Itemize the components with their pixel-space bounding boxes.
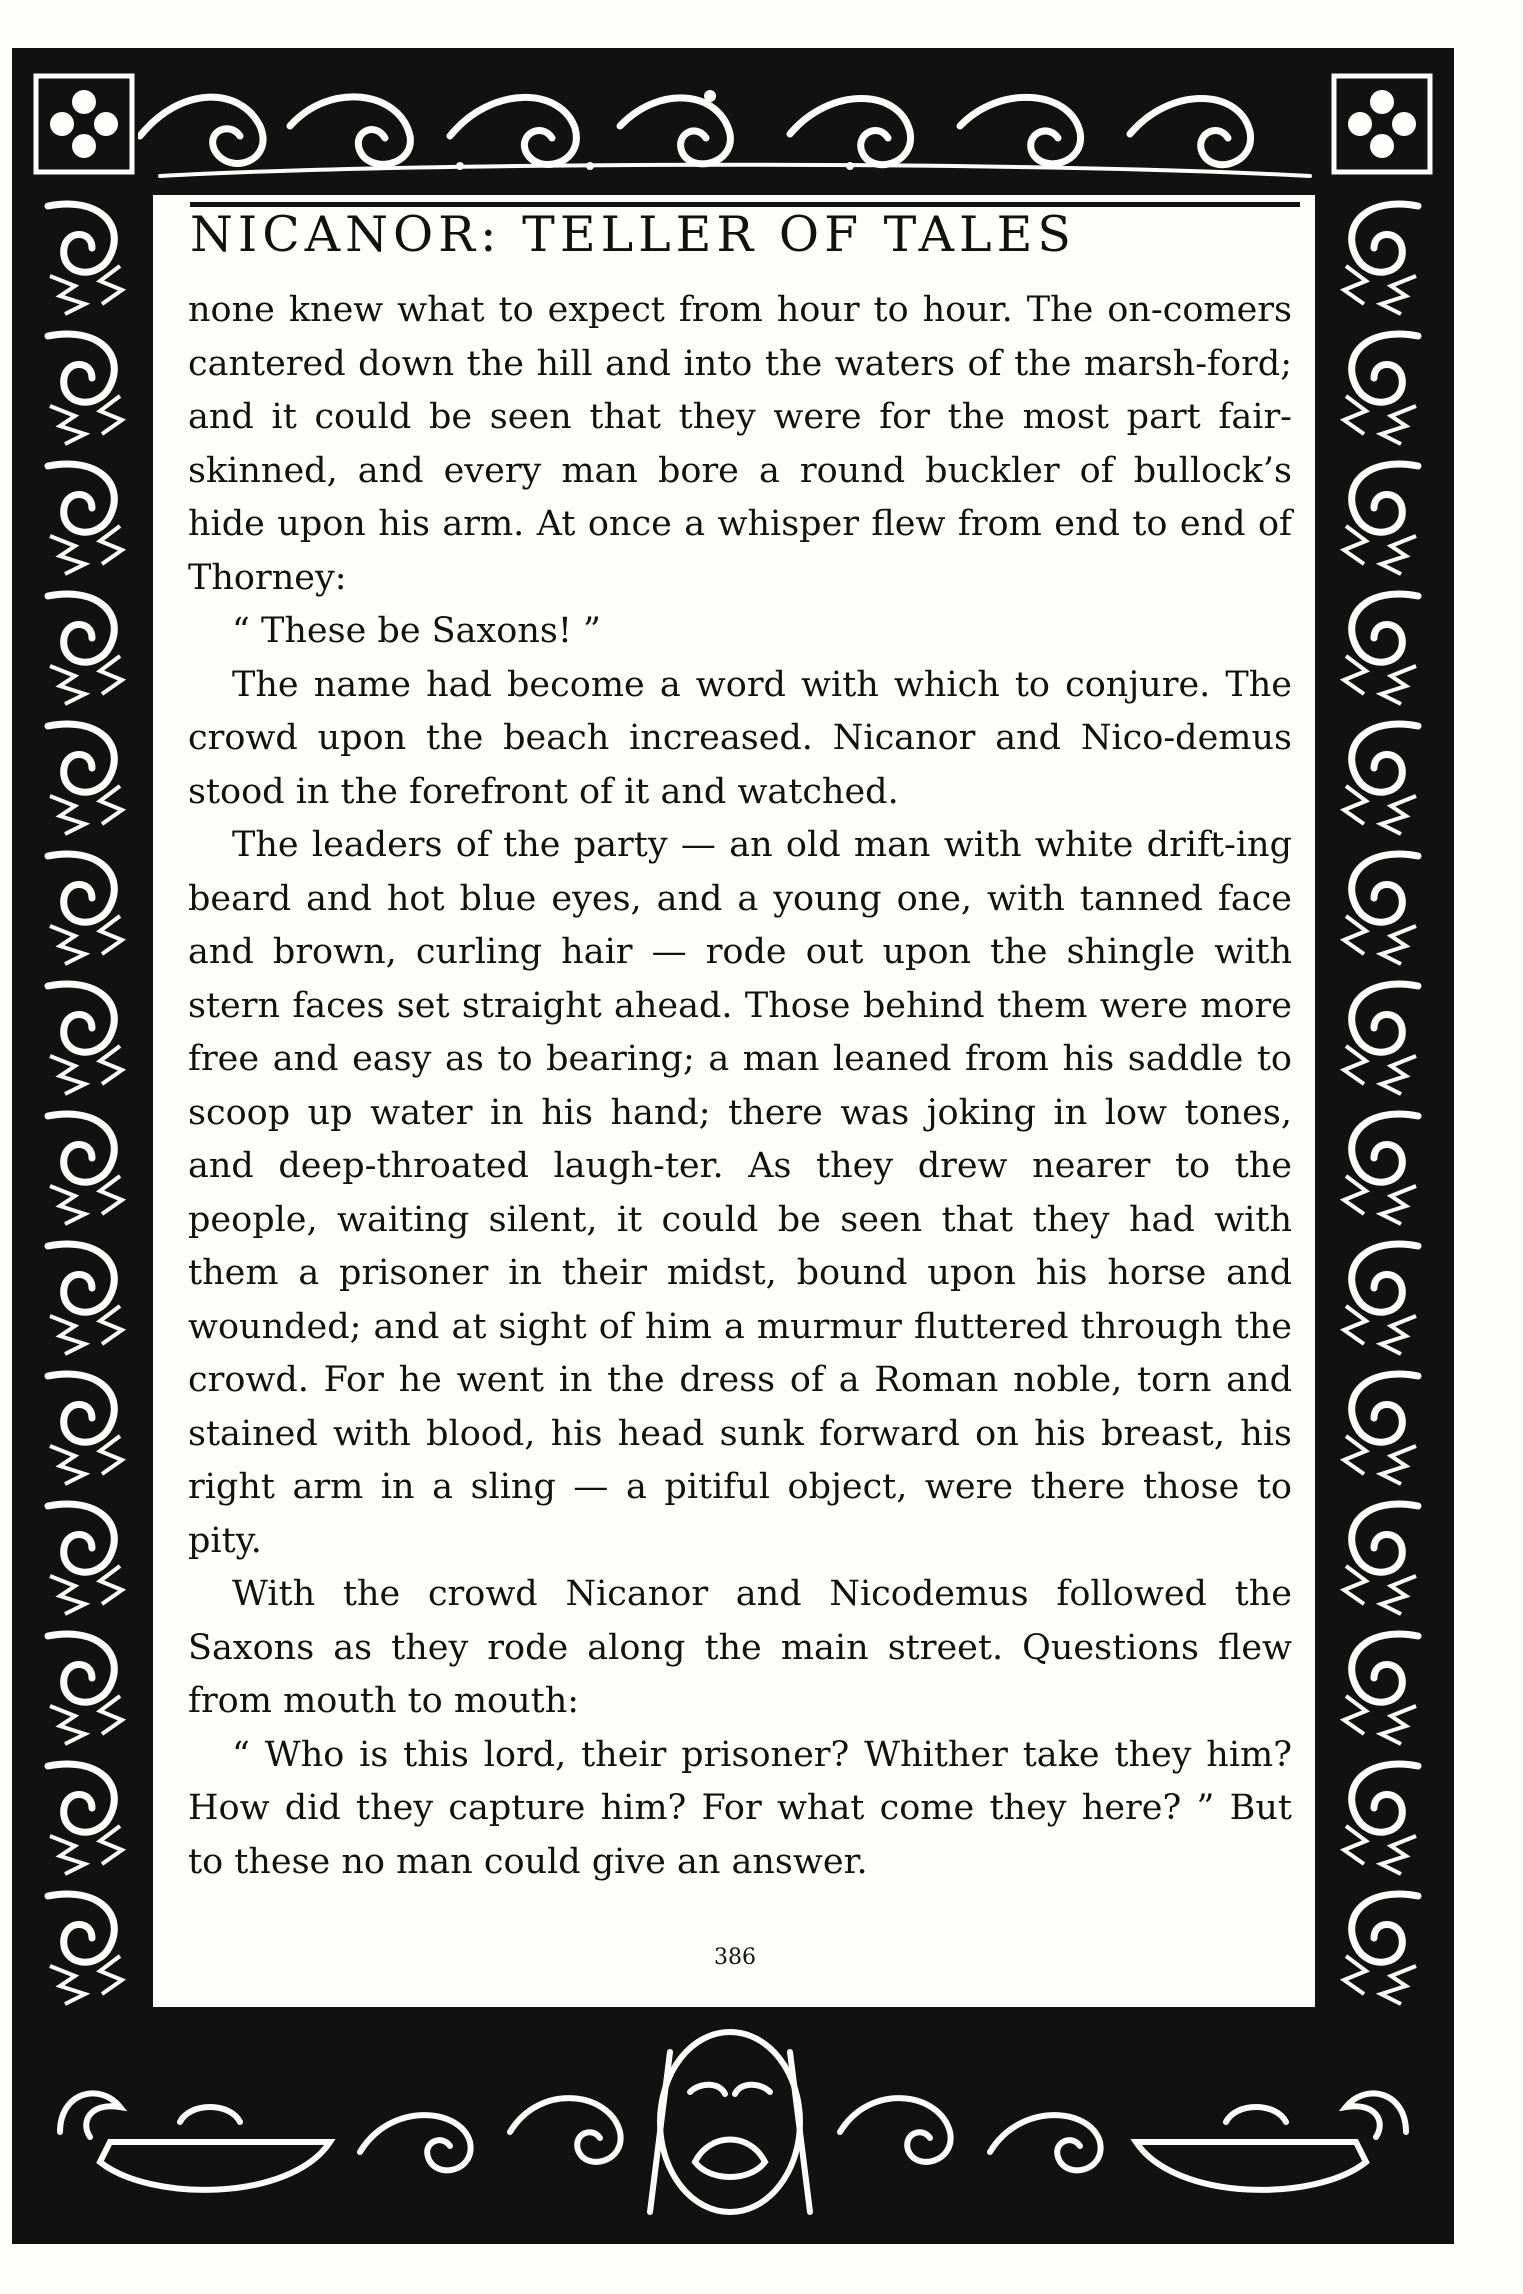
paragraph: none knew what to expect from hour to hour. The on-comers cantered down the hill and into the waters of the marsh-ford; and it could be seen that they were for the most part fair-skinned, and every man bore a round buckler of bullock’s hide upon his arm. At once a whisper flew from end to end of Thorney: xyxy=(188,290,1292,598)
acanthus-leaf-ornament-icon xyxy=(30,186,142,2016)
body-text xyxy=(188,284,1292,1889)
paragraph: The leaders of the party — an old man with white drift-ing beard and hot blue eyes, and a young one, with tanned face and brown, curling hair — rode out upon the shingle with stern faces set straight ahead. Those behind them were more free and easy as to bearing; a man leaned from his saddle to scoop up water in his hand; there was joking in low tones, and deep-throated laugh-ter. As they drew nearer to the people, waiting silent, it could be seen that they had with them a prisoner in their midst, bound upon his horse and wounded; and at sight of him a murmur fluttered through the crowd. For he went in the dress of a Roman noble, torn and stained with blood, his head sunk forward on his breast, his right arm in a sling — a pitiful object, were there those to pity. xyxy=(188,825,1292,1561)
flower-rosette-icon xyxy=(30,70,138,178)
paragraph: “ These be Saxons! ” xyxy=(232,611,601,651)
page-number: 386 xyxy=(714,1945,756,1970)
running-title: NICANOR: TELLER OF TALES xyxy=(190,206,1076,263)
scroll-vine-ornament-icon xyxy=(30,66,1436,192)
theatre-mask-and-lamps-ornament-icon xyxy=(30,2012,1436,2226)
page-header xyxy=(190,200,1300,270)
acanthus-leaf-ornament-icon xyxy=(1324,186,1436,2016)
paragraph: The name had become a word with which to conjure. The crowd upon the beach increased. Nicanor and Nico-demus stood in the forefront of it and watched. xyxy=(188,664,1292,812)
paragraph: “ Who is this lord, their prisoner? Whither take they him? How did they capture him? For what come they here? ” But to these no man could give an answer. xyxy=(188,1734,1292,1882)
flower-rosette-icon xyxy=(1328,70,1436,178)
paragraph: With the crowd Nicanor and Nicodemus followed the Saxons as they rode along the main street. Questions flew from mouth to mouth: xyxy=(188,1574,1292,1721)
